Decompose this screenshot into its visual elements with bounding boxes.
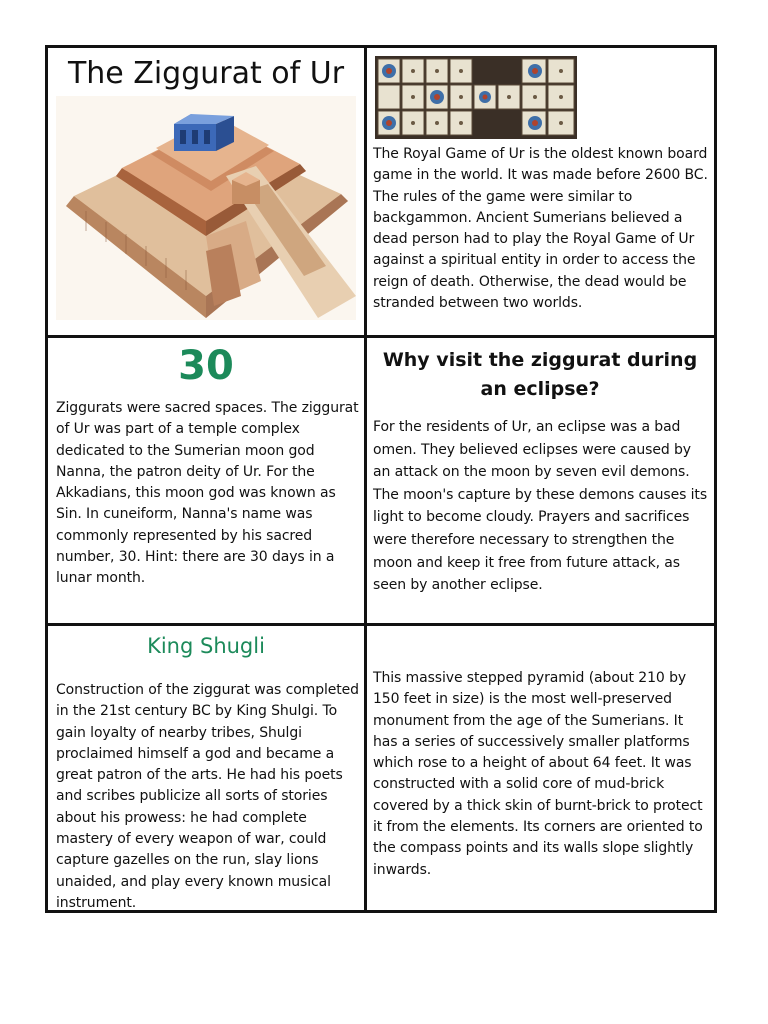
- royal-game-board-image: [375, 56, 577, 139]
- card-text-eclipse: For the residents of Ur, an eclipse was a bad omen. They believed eclipses were caused by an attack on the moon by seven evil demons. The moon's capture by these demons causes its light to become cloudy. Prayers and sacrifices were therefore necessary to strengthen the moon and keep it free from future attack, as seen by another eclipse.: [373, 419, 708, 594]
- card-eclipse: [367, 338, 714, 623]
- card-grid: [45, 45, 717, 913]
- card-thirty: [48, 338, 364, 623]
- card-text-thirty: Ziggurats were sacred spaces. The ziggurat of Ur was part of a temple complex dedicated to the Sumerian moon god Nanna, the patron deity of Ur. For the Akkadians, this moon god was known as Sin. In cuneiform, Nanna's name was commonly represented by his sacred number, 30. Hint: there are 30 days in a lunar month.: [56, 400, 359, 587]
- card-text-royal-game: The Royal Game of Ur is the oldest known board game in the world. It was made before 2600 BC. The rules of the game were similar to backgammon. Ancient Sumerians believed a dead person had to play the Royal Game of Ur against a spiritual entity in order to access the reign of death. Otherwise, the dead would be stranded between two worlds.: [373, 146, 708, 312]
- card-title-ziggurat: The Ziggurat of Ur: [67, 56, 345, 91]
- card-ziggurat: [48, 48, 364, 335]
- ziggurat-illustration: [56, 96, 356, 320]
- card-title-eclipse: Why visit the ziggurat during an eclipse?: [382, 349, 698, 400]
- card-text-shulgi: Construction of the ziggurat was completed in the 21st century BC by King Shulgi. To gain loyalty of nearby tribes, Shulgi proclaimed himself a god and became a great patron of the arts. He had his poets and scribes publicize all sorts of stories about his prowess: he had complete mastery of every weapon of war, could capture gazelles on the run, slay lions unaided, and play every known musical instrument.: [56, 682, 359, 910]
- card-royal-game: [367, 48, 714, 335]
- card-text-pyramid: This massive stepped pyramid (about 210 by 150 feet in size) is the most well-preserved monument from the age of the Sumerians. It has a series of successively smaller platforms which rose to a height of about 64 feet. It was constructed with a solid core of mud-brick covered by a thick skin of burnt-brick to protect it from the elements. Its corners are oriented to the compass points and its walls slope slightly inwards.: [373, 670, 703, 878]
- card-title-shulgi: King Shugli: [147, 634, 265, 658]
- card-pyramid: [367, 626, 714, 910]
- card-shulgi: [48, 626, 364, 910]
- card-title-thirty: 30: [178, 343, 234, 389]
